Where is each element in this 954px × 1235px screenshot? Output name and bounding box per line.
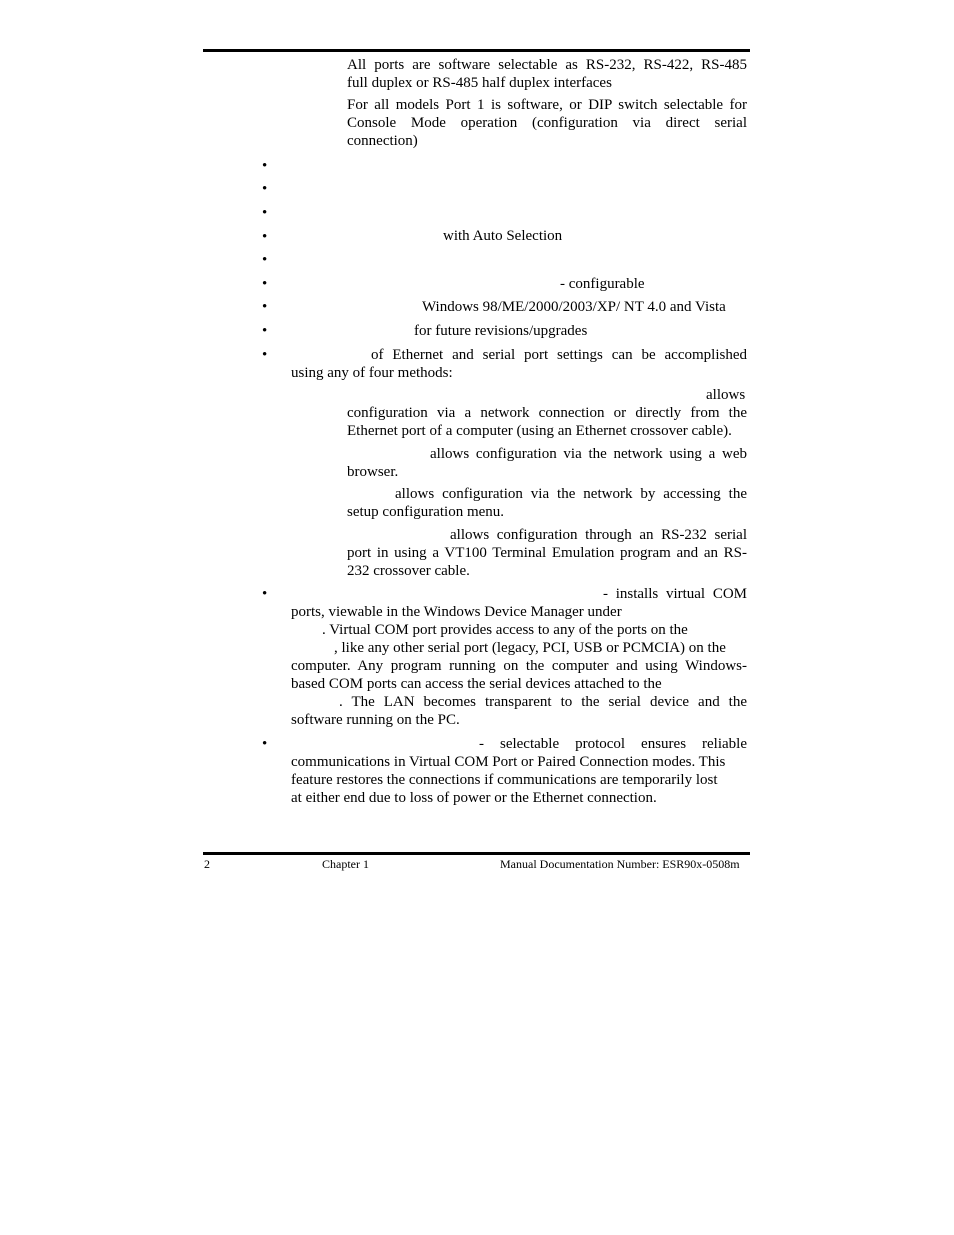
- bullet-icon: •: [262, 299, 268, 315]
- method-text: 232 crossover cable.: [347, 563, 470, 579]
- text-line: connection): [347, 133, 418, 149]
- bullet-icon: •: [262, 252, 268, 268]
- text-line: For all models Port 1 is software, or DIP switch selectable for: [347, 97, 747, 113]
- bullet-icon: •: [262, 205, 268, 221]
- footer-chapter: Chapter 1: [322, 857, 369, 871]
- bullet-text: with Auto Selection: [443, 228, 563, 244]
- footer-rule: [203, 852, 750, 855]
- recovery-text: at either end due to loss of power or the Ethernet connection.: [291, 790, 657, 806]
- bullet-icon: •: [262, 323, 268, 339]
- bullet-icon: •: [262, 586, 268, 602]
- bullet-text: using any of four methods:: [291, 365, 453, 381]
- recovery-text: communications in Virtual COM Port or Paired Connection modes. This: [291, 754, 726, 770]
- vcom-text: ports, viewable in the Windows Device Manager under: [291, 604, 622, 620]
- method-text: allows configuration via the network by accessing the: [395, 486, 747, 502]
- bullet-text: of Ethernet and serial port settings can be accomplished: [371, 347, 747, 363]
- vcom-text: - installs virtual COM: [603, 586, 747, 602]
- bullet-icon: •: [262, 276, 268, 292]
- method-text: allows configuration via the network using a web: [430, 446, 747, 462]
- method-text: port in using a VT100 Terminal Emulation program and an RS-: [347, 545, 747, 561]
- recovery-text: feature restores the connections if communications are temporarily lost: [291, 772, 718, 788]
- method-text: browser.: [347, 464, 399, 480]
- bullet-text: for future revisions/upgrades: [414, 323, 588, 339]
- bullet-text: - configurable: [560, 276, 645, 292]
- method-text: configuration via a network connection or directly from the: [347, 405, 747, 421]
- bullet-icon: •: [262, 736, 268, 752]
- page-number: 2: [204, 857, 210, 871]
- vcom-text: based COM ports can access the serial devices attached to the: [291, 676, 662, 692]
- text-line: full duplex or RS-485 half duplex interfaces: [347, 75, 612, 91]
- footer-doc-number: Manual Documentation Number: ESR90x-0508m: [500, 857, 740, 871]
- bullet-icon: •: [262, 347, 268, 363]
- bullet-text: Windows 98/ME/2000/2003/XP/ NT 4.0 and Vista: [422, 299, 726, 315]
- vcom-text: . The LAN becomes transparent to the serial device and the: [339, 694, 747, 710]
- vcom-text: computer. Any program running on the computer and using Windows-: [291, 658, 747, 674]
- text-line: All ports are software selectable as RS-232, RS-422, RS-485: [347, 57, 747, 73]
- method-text: allows: [706, 387, 746, 403]
- method-text: Ethernet port of a computer (using an Ethernet crossover cable).: [347, 423, 732, 439]
- method-text: allows configuration through an RS-232 serial: [450, 527, 747, 543]
- bullet-icon: •: [262, 181, 268, 197]
- vcom-text: , like any other serial port (legacy, PCI, USB or PCMCIA) on the: [334, 640, 726, 656]
- vcom-text: software running on the PC.: [291, 712, 460, 728]
- vcom-text: . Virtual COM port provides access to any of the ports on the: [322, 622, 688, 638]
- bullet-icon: •: [262, 158, 268, 174]
- top-rule: [203, 49, 750, 52]
- recovery-text: - selectable protocol ensures reliable: [479, 736, 747, 752]
- text-line: Console Mode operation (configuration via direct serial: [347, 115, 747, 131]
- method-text: setup configuration menu.: [347, 504, 505, 520]
- bullet-icon: •: [262, 229, 268, 245]
